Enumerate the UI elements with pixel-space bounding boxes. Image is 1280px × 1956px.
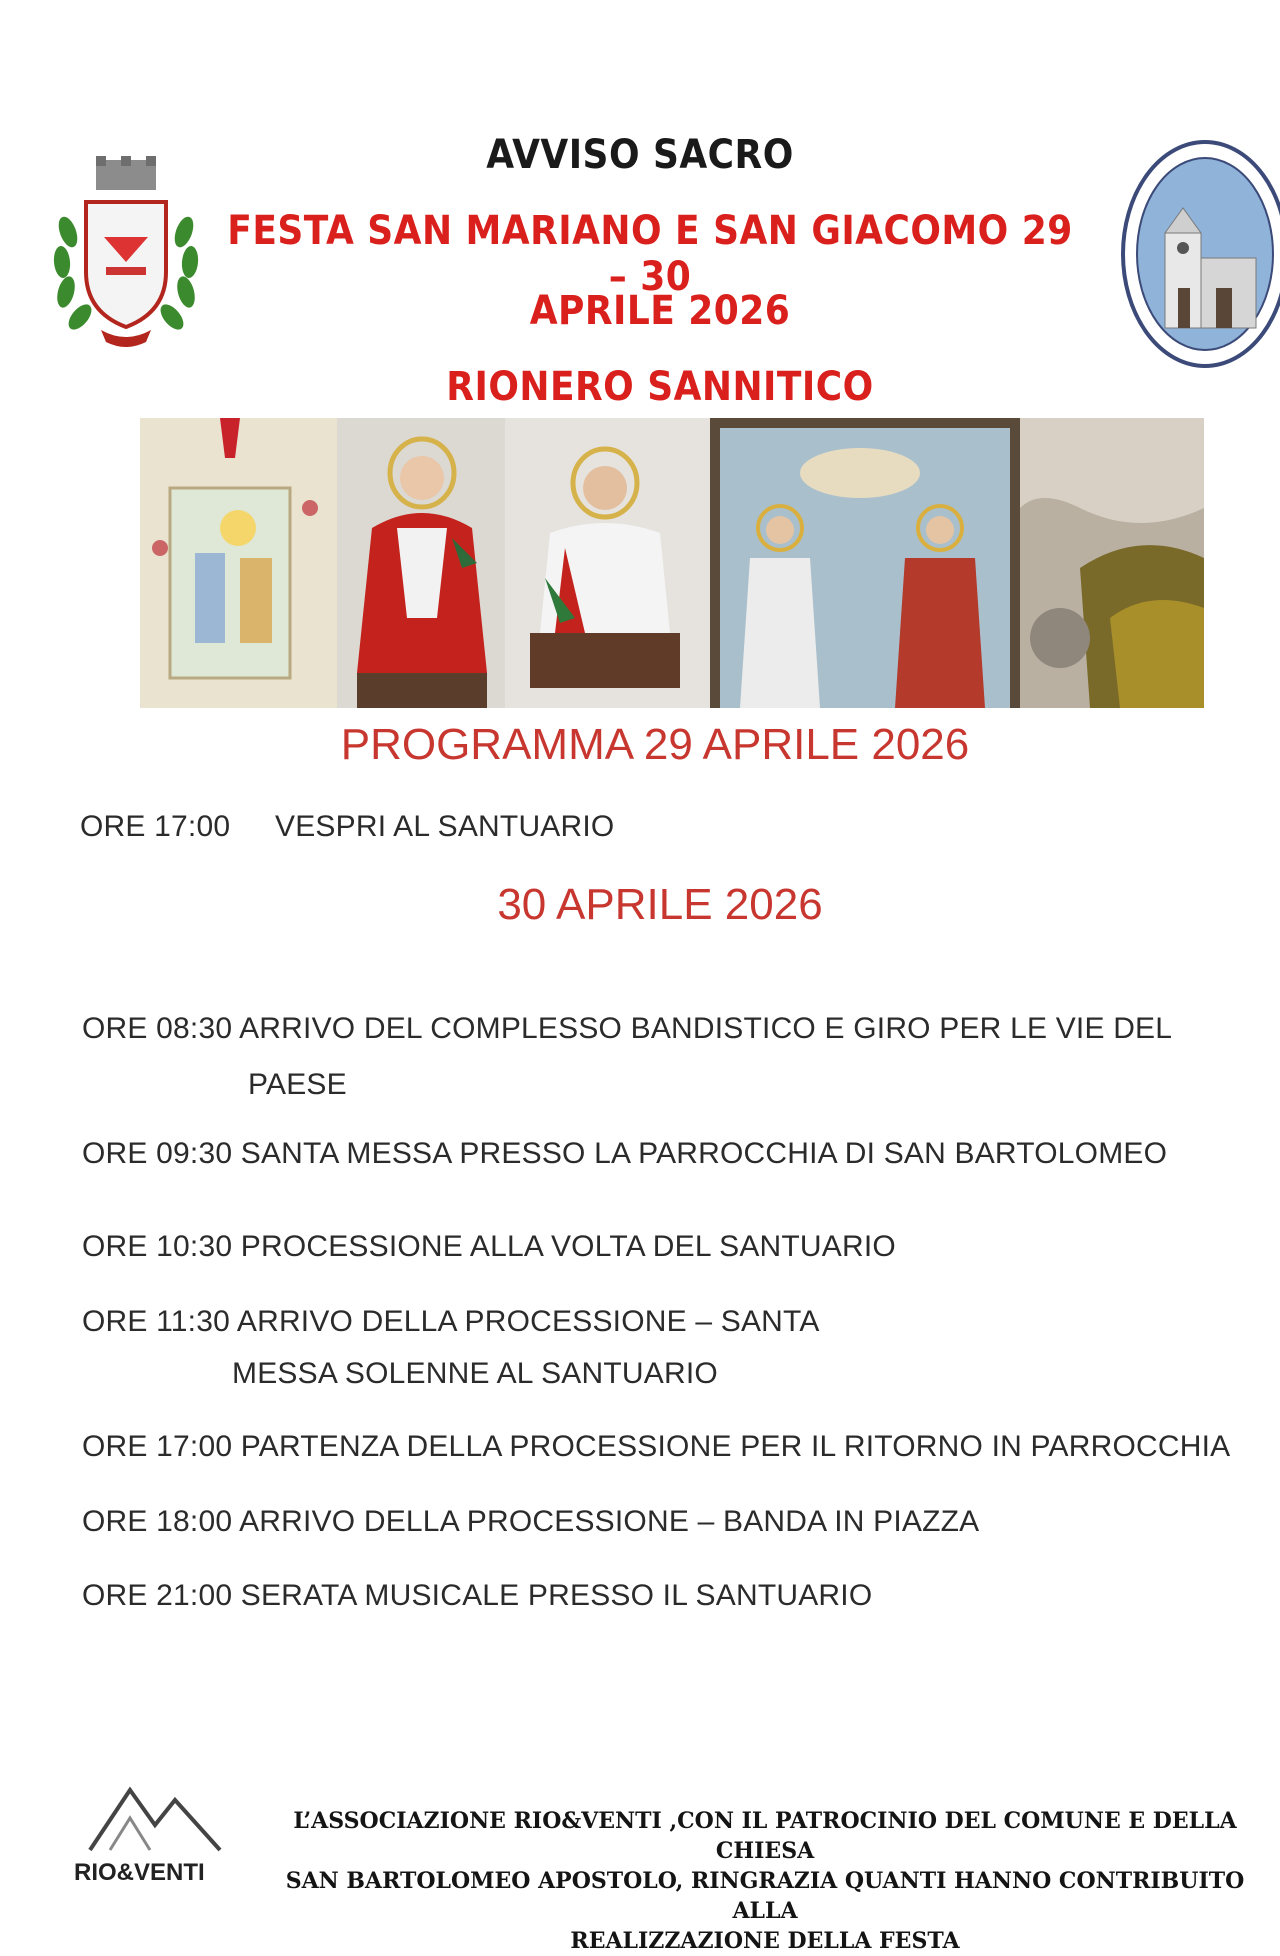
programme-day1-text: VESPRI AL SANTUARIO	[275, 810, 615, 843]
photo-painting-two-saints	[710, 418, 1020, 708]
event-title-line1: FESTA SAN MARIANO E SAN GIACOMO 29 – 30	[227, 208, 1073, 300]
footer-line: REALIZZAZIONE DELLA FESTA	[570, 1928, 960, 1954]
programme-day1-heading: PROGRAMMA 29 APRILE 2026	[340, 720, 970, 769]
mountain-logo-icon	[70, 1780, 250, 1887]
footer-line: L’ASSOCIAZIONE RIO&VENTI ,CON IL PATROCINIO DEL COMUNE E DELLA CHIESA	[293, 1808, 1237, 1864]
programme-item: ORE 18:00 ARRIVO DELLA PROCESSIONE – BANDA IN PIAZZA	[82, 1505, 980, 1538]
footer-line: SAN BARTOLOMEO APOSTOLO, RINGRAZIA QUANTI HANNO CONTRIBUITO ALLA	[285, 1868, 1245, 1924]
saints-photo-strip	[140, 418, 1204, 708]
programme-day1-time: ORE 17:00	[80, 810, 231, 843]
footer-logo-text: RIO&VENTI	[74, 1859, 205, 1886]
programme-item: ORE 21:00 SERATA MUSICALE PRESSO IL SANTUARIO	[82, 1579, 873, 1612]
programme-item: ORE 09:30 SANTA MESSA PRESSO LA PARROCCHIA DI SAN BARTOLOMEO	[82, 1137, 1168, 1170]
notice-title: AVVISO SACRO	[486, 132, 794, 178]
programme-item: ORE 08:30 ARRIVO DEL COMPLESSO BANDISTICO E GIRO PER LE VIE DEL	[82, 1012, 1173, 1045]
programme-item: ORE 11:30 ARRIVO DELLA PROCESSIONE – SANTA	[82, 1305, 820, 1338]
photo-saint-statue-white	[505, 418, 710, 708]
event-title-line2: APRILE 2026	[529, 288, 791, 334]
programme-day2-heading: 30 APRILE 2026	[497, 880, 823, 929]
photo-embroidered-banner	[140, 418, 337, 708]
municipal-crest-icon	[46, 152, 206, 352]
church-seal-icon	[1120, 138, 1280, 370]
photo-rock-grotto	[1020, 418, 1204, 708]
programme-item-continuation: PAESE	[248, 1068, 347, 1101]
event-place: RIONERO SANNITICO	[446, 364, 874, 410]
programme-item: ORE 10:30 PROCESSIONE ALLA VOLTA DEL SANTUARIO	[82, 1230, 896, 1263]
programme-item: ORE 17:00 PARTENZA DELLA PROCESSIONE PER IL RITORNO IN PARROCCHIA	[82, 1430, 1231, 1463]
footer-thanks	[250, 1806, 1280, 1956]
photo-saint-statue-red	[337, 418, 505, 708]
programme-item-continuation: MESSA SOLENNE AL SANTUARIO	[232, 1357, 718, 1390]
